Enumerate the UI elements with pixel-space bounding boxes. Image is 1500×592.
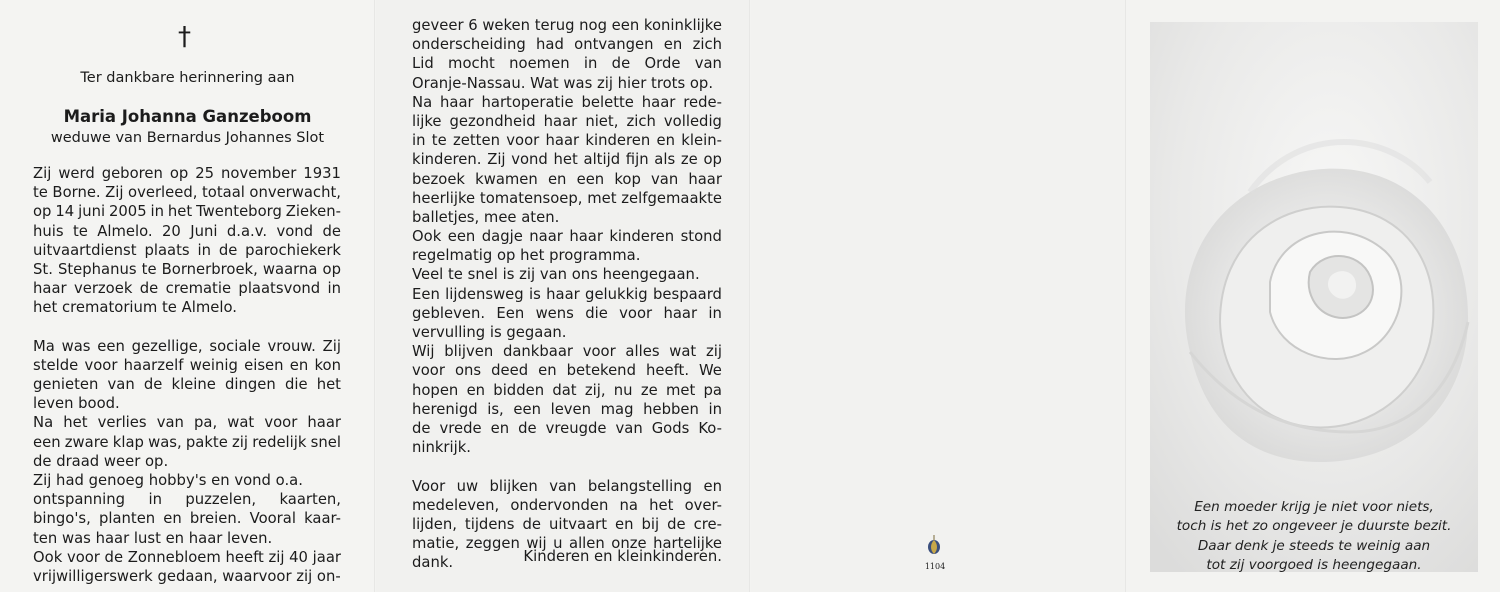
text-line: haar verzoek de crematie plaatsvond in [33,280,341,298]
text-line: Zij werd geboren op 25 november 1931 [33,165,341,182]
text-line: de draad weer op. [33,452,169,470]
text-line: huis te Almelo. 20 Juni d.a.v. vond de [33,222,341,240]
text-line: op 14 juni 2005 in het Twenteborg Zieken- [33,203,341,221]
poem [1150,498,1478,572]
text-line: Ook voor de Zonnebloem heeft zij 40 jaar [33,548,341,566]
text-line: dank. [412,554,454,572]
text-line: vrijwilligerswerk gedaan, waarvoor zij on- [33,567,341,585]
text-line: St. Stephanus te Bornerbroek, waarna op [33,260,341,278]
cross-symbol: † [178,22,191,52]
text-line: het crematorium te Almelo. [33,299,237,317]
text-line: lijden, tijdens de uitvaart en bij de cre- [412,515,722,533]
text-line: ontspanning in puzzelen, kaarten, [33,491,341,509]
printer-logo-icon [926,534,942,558]
text-line: balletjes, mee aten. [412,208,560,226]
back-panel [750,0,1126,592]
text-line: heerlijke tomatensoep, met zelfgemaakte [412,189,722,207]
text-line: ninkrijk. [412,439,472,457]
text-line: Wij blijven dankbaar voor alles wat zij [412,343,722,361]
text-line: de vrede en de vreugde van Gods Ko- [412,419,722,437]
text-line: Oranje-Nassau. Wat was zij hier trots op. [412,74,714,92]
text-line: bezoek kwamen en een kop van haar [412,170,722,188]
text-line: vervulling is gegaan. [412,324,567,341]
text-line: uitvaartdienst plaats in de parochiekerk [33,241,341,259]
text-line: Ook een dagje naar haar kinderen stond [412,228,722,246]
widow-of-line: weduwe van Bernardus Johannes Slot [50,130,325,146]
text-line: geveer 6 weken terug nog een koninklijke [412,17,722,34]
poem-line: toch is het zo ongeveer je duurste bezit. [1176,518,1452,535]
poem-line: Daar denk je steeds te weinig aan [1197,537,1431,554]
text-line: lijke gezondheid haar niet, zich volledig [412,112,722,130]
text-line: hopen en bidden dat zij, nu ze met pa [412,381,722,399]
text-line: Na het verlies van pa, wat voor haar [33,414,341,432]
text-line: onderscheiding had ontvangen en zich [412,36,722,54]
text-line: Lid mocht noemen in de Orde van [412,55,722,73]
text-line [33,318,341,337]
text-line: Voor uw blijken van belangstelling en [412,477,722,495]
text-line: in te zetten voor haar kinderen en klein- [412,132,722,150]
fold-line [749,0,751,592]
text-line: Een lijdensweg is haar gelukkig bespaard [412,285,722,303]
poem-line: tot zij voorgoed is heengegaan. [1206,556,1422,572]
text-line: leven bood. [33,395,120,413]
text-line: gebleven. Een wens die voor haar in [412,304,722,322]
text-line: stelde voor haarzelf weinig eisen en kon [33,356,341,374]
text-line: Veel te snel is zij van ons heengegaan. [412,266,700,284]
text-line: Ma was een gezellige, sociale vrouw. Zij [33,337,341,355]
signoff: Kinderen en kleinkinderen. [523,548,722,565]
deceased-name: Maria Johanna Ganzeboom [63,107,312,126]
text-line: genieten van de kleine dingen die het [33,376,341,394]
text-line: kinderen. Zij vond het altijd fijn als ze op [412,151,722,169]
fold-line [374,0,376,592]
text-line: Na haar hartoperatie belette haar rede- [412,93,722,111]
rose-image-card [1150,22,1478,572]
biography-column-2 [412,16,722,572]
text-line: bingo's, planten en breien. Vooral kaar- [33,510,341,528]
text-line: Zij had genoeg hobby's en vond o.a. [33,472,303,489]
memorial-intro: Ter dankbare herinnering aan [80,70,295,86]
white-rose-image [1150,22,1478,572]
fold-line [1125,0,1127,592]
text-line [412,457,722,476]
text-line: regelmatig op het programma. [412,247,641,265]
text-line: ten was haar lust en haar leven. [33,529,273,547]
text-line: een zware klap was, pakte zij redelijk snel [33,433,341,451]
biography-column-1 [33,164,341,586]
text-line: te Borne. Zij overleed, totaal onverwacht, [33,184,341,202]
text-line: matie, zeggen wij u allen onze hartelijke [412,535,722,553]
text-line: herenigd is, een leven mag hebben in [412,400,722,418]
text-line: medeleven, ondervonden na het over- [412,496,722,514]
text-line: voor ons deed en betekend heeft. We [412,362,722,380]
printer-code: 1104 [924,562,946,571]
poem-line: Een moeder krijg je niet voor niets, [1194,499,1434,515]
